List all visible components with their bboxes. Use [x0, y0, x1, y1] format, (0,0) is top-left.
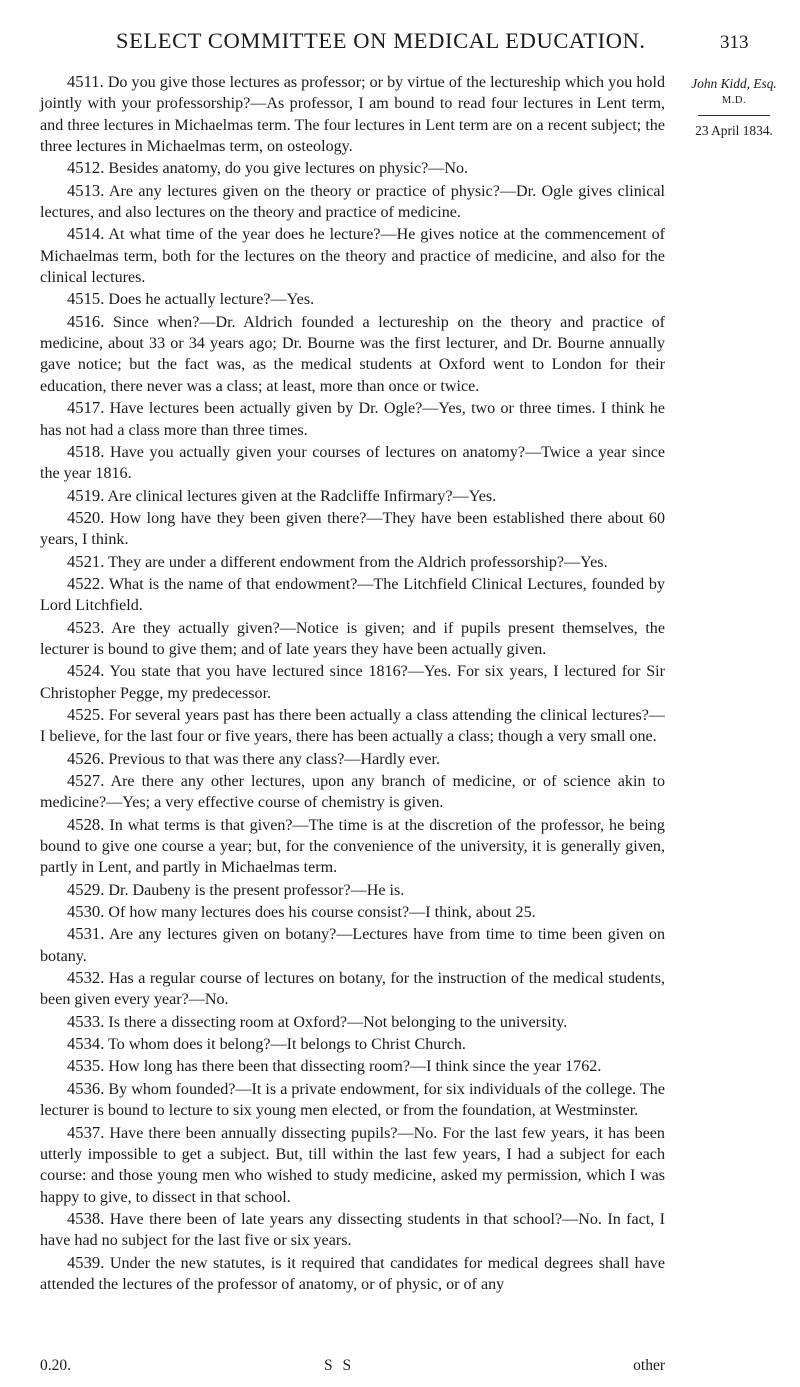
- question-number: 4538.: [67, 1208, 105, 1228]
- question-number: 4526.: [67, 748, 105, 768]
- question-paragraph: [40, 180, 665, 224]
- question-number: 4513.: [67, 180, 105, 200]
- question-number: 4533.: [67, 1011, 105, 1031]
- catchword: other: [633, 1357, 665, 1374]
- question-paragraph: [40, 551, 665, 573]
- question-number: 4518.: [67, 441, 105, 461]
- question-paragraph: [40, 901, 665, 923]
- signature-mark: S S: [324, 1357, 355, 1374]
- question-paragraph: [40, 1011, 665, 1033]
- question-paragraph: [40, 967, 665, 1011]
- question-paragraph: [40, 923, 665, 967]
- question-paragraph: [40, 71, 665, 157]
- question-text: Have there been of late years any dissecting students in that school?—No. In fact, I have had no subject for the last five or six years.: [40, 1210, 666, 1250]
- question-text: What is the name of that endowment?—The Litchfield Clinical Lectures, founded by Lord Litchfield.: [40, 575, 665, 615]
- question-text: How long has there been that dissecting room?—I think since the year 1762.: [108, 1058, 602, 1076]
- question-paragraph: [40, 704, 665, 748]
- question-paragraph: [40, 311, 665, 397]
- question-paragraph: [40, 748, 665, 770]
- question-text: Are clinical lectures given at the Radcliffe Infirmary?—Yes.: [107, 487, 497, 505]
- question-paragraph: [40, 814, 665, 879]
- question-text: Under the new statutes, is it required that candidates for medical degrees shall have attended the lectures of the professor of anatomy, or of physic, or of any: [40, 1254, 665, 1293]
- question-number: 4537.: [67, 1122, 105, 1142]
- question-paragraph: [40, 1055, 665, 1077]
- question-text: Is there a dissecting room at Oxford?—Not belonging to the university.: [108, 1013, 568, 1031]
- question-text: Are there any other lectures, upon any branch of medicine, or of science akin to medicine?—Yes; a very effective course of chemistry is given.: [40, 773, 665, 812]
- question-text: At what time of the year does he lecture?—He gives notice at the commencement of Michaelmas term, both for the lectures on the theory and practice of medicine, and also for the clinical lectures.: [40, 226, 665, 287]
- question-paragraph: [40, 1078, 665, 1122]
- sheet-reference: 0.20.: [40, 1357, 71, 1374]
- question-paragraph: [40, 1252, 665, 1296]
- question-paragraph: [40, 660, 665, 704]
- question-paragraph: [40, 485, 665, 507]
- question-text: In what terms is that given?—The time is at the discretion of the professor, he being bound to give one course a year; but, for the convenience of the university, it is generally given, partly in Lent, and partly in Michaelmas term.: [40, 816, 665, 877]
- question-text: They are under a different endowment from the Aldrich professorship?—Yes.: [108, 553, 608, 571]
- question-number: 4536.: [67, 1078, 105, 1098]
- question-paragraph: [40, 1208, 665, 1252]
- witness-degree: M.D.: [721, 95, 747, 106]
- question-number: 4522.: [67, 573, 105, 593]
- question-text: Since when?—Dr. Aldrich founded a lectureship on the theory and practice of medicine, about 33 or 34 years ago; Dr. Bourne was the first lecturer, and Dr. Bourne annually gave notice; but the fact was, as the medical students at Oxford went to London for their education, there never was a class; at least, more than once or twice.: [40, 313, 665, 395]
- question-number: 4532.: [67, 968, 105, 988]
- question-paragraph: [40, 617, 665, 661]
- question-text: Have there been annually dissecting pupils?—No. For the last few years, it has been utterly impossible to get a subject. But, till within the last few years, I had a subject for each course: and those young men who wished to study medicine, asked my permission, which I was happy to give, to dissect in that school.: [40, 1124, 665, 1206]
- question-number: 4519.: [67, 485, 105, 505]
- question-number: 4525.: [67, 704, 105, 724]
- question-number: 4521.: [67, 551, 105, 571]
- question-number: 4531.: [67, 924, 105, 944]
- question-number: 4528.: [67, 814, 105, 834]
- page-footer: [40, 1357, 665, 1379]
- question-text: Dr. Daubeny is the present professor?—He is.: [108, 881, 405, 899]
- question-number: 4520.: [67, 507, 105, 527]
- question-text: To whom does it belong?—It belongs to Christ Church.: [108, 1036, 466, 1054]
- question-number: 4535.: [67, 1056, 105, 1076]
- testimony-date: 23 April 1834.: [695, 123, 773, 138]
- question-number: 4530.: [67, 902, 105, 922]
- question-number: 4527.: [67, 771, 105, 790]
- question-number: 4512.: [67, 158, 105, 178]
- question-text: Does he actually lecture?—Yes.: [108, 291, 315, 309]
- question-paragraph: [40, 157, 665, 179]
- page-title: SELECT COMMITTEE ON MEDICAL EDUCATION.: [116, 28, 646, 53]
- question-paragraph: [40, 441, 665, 485]
- question-paragraph: [40, 573, 665, 617]
- question-number: 4514.: [67, 224, 105, 244]
- margin-rule: [698, 115, 770, 116]
- question-paragraph: [40, 1033, 665, 1055]
- question-text: Do you give those lectures as professor; or by virtue of the lectureship which you hold jointly with your professorship?—As professor, I am bound to read four lectures in Lent term, and three lectures in Michaelmas term. The four lectures in Lent term are on a recent subject; the three lectures in Michaelmas term, on osteology.: [40, 74, 665, 156]
- question-number: 4523.: [67, 617, 105, 637]
- question-paragraph: [40, 770, 665, 814]
- question-text: How long have they been given there?—They have been established there about 60 years, I think.: [40, 509, 665, 549]
- question-paragraph: [40, 397, 665, 441]
- question-text: Previous to that was there any class?—Hardly ever.: [108, 750, 440, 768]
- question-paragraph: [40, 879, 665, 901]
- question-text: Are any lectures given on botany?—Lectures have from time to time been given on botany.: [40, 926, 665, 965]
- question-number: 4539.: [67, 1252, 105, 1272]
- question-number: 4511.: [67, 72, 104, 91]
- question-text: Are any lectures given on the theory or practice of physic?—Dr. Ogle gives clinical lectures, and also lectures on the theory and practice of medicine.: [40, 182, 665, 222]
- question-text: Has a regular course of lectures on botany, for the instruction of the medical students, been given every year?—No.: [40, 970, 665, 1009]
- question-number: 4515.: [67, 289, 105, 309]
- page-number: 313: [720, 32, 749, 53]
- question-text: Of how many lectures does his course consist?—I think, about 25.: [108, 904, 536, 922]
- question-text: Have you actually given your courses of lectures on anatomy?—Twice a year since the year 1816.: [40, 443, 665, 483]
- question-number: 4524.: [67, 661, 105, 681]
- question-text: Are they actually given?—Notice is given; and if pupils present themselves, the lecturer is bound to give them; and of late years they have been actually given.: [40, 619, 665, 658]
- question-paragraph: [40, 288, 665, 310]
- question-number: 4517.: [67, 398, 105, 418]
- question-text: You state that you have lectured since 1816?—Yes. For six years, I lectured for Sir Christopher Pegge, my predecessor.: [40, 663, 666, 702]
- question-text: Besides anatomy, do you give lectures on physic?—No.: [108, 160, 469, 178]
- question-text: By whom founded?—It is a private endowment, for six individuals of the college. The lecturer is bound to lecture to six young men elected, or from the foundation, at Westminster.: [40, 1080, 665, 1120]
- question-text: Have lectures been actually given by Dr. Ogle?—Yes, two or three times. I think he has not had a class more than three times.: [40, 400, 665, 439]
- testimony-body: [40, 71, 665, 1295]
- question-paragraph: [40, 507, 665, 551]
- running-header: [0, 28, 800, 68]
- question-number: 4516.: [67, 311, 105, 331]
- question-number: 4534.: [67, 1034, 105, 1054]
- witness-name: John Kidd, Esq.: [691, 76, 777, 91]
- margin-note: [678, 75, 790, 139]
- question-text: For several years past has there been actually a class attending the clinical lectures?—I believe, for the last four or five years, there has been actually a class; though a very small one.: [40, 706, 665, 746]
- question-paragraph: [40, 223, 665, 288]
- question-paragraph: [40, 1122, 665, 1208]
- question-number: 4529.: [67, 879, 105, 899]
